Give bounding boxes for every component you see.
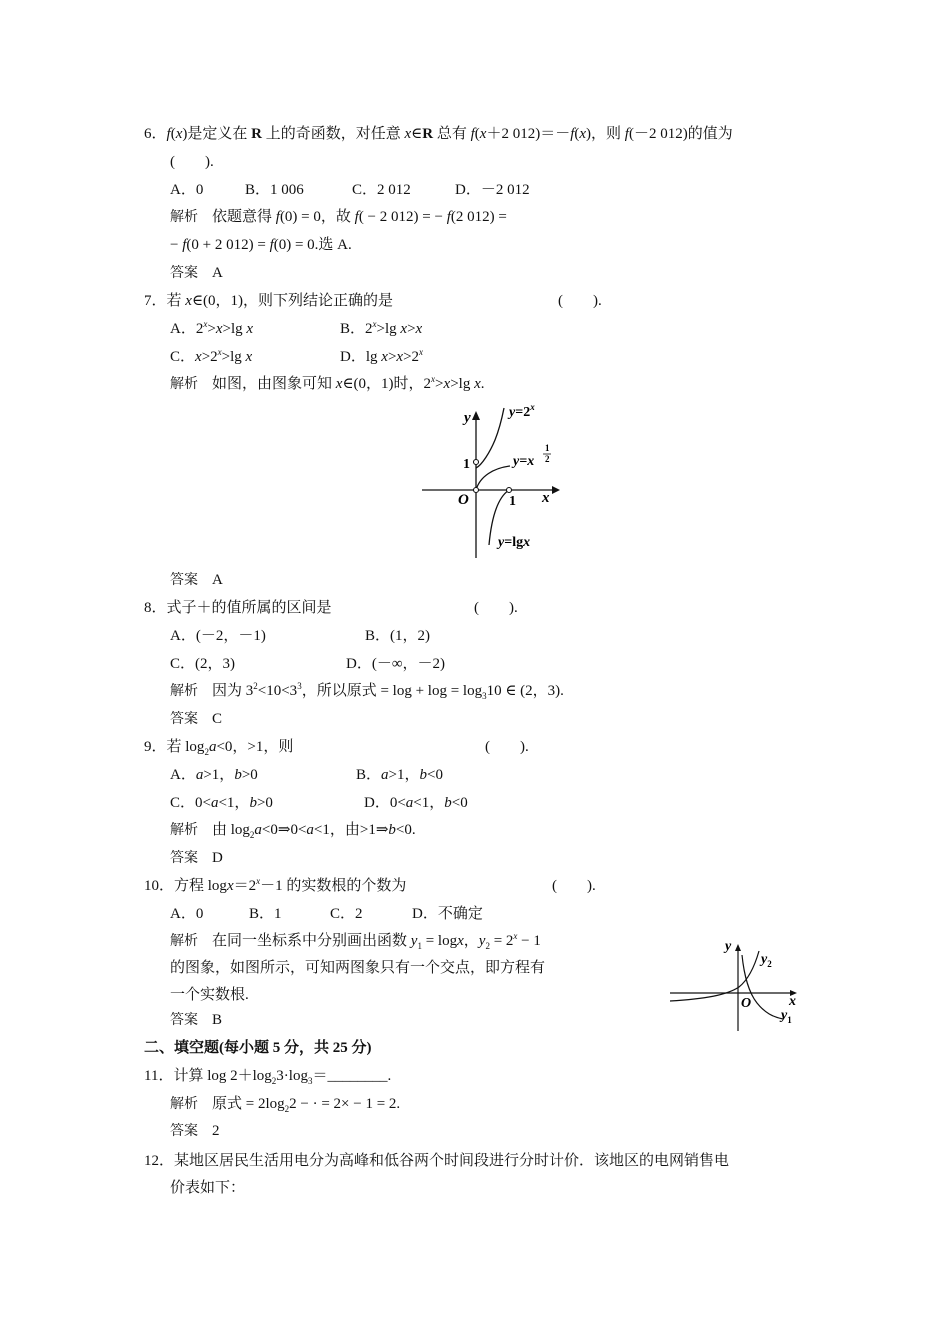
answer-label: 答案 <box>170 1012 198 1028</box>
q9-sol: <0. <box>395 822 416 838</box>
q8-text: 式子＋的值所属的区间是 <box>166 600 332 616</box>
q10-answer <box>170 1010 222 1030</box>
q10-option-c: C．2 <box>330 906 363 922</box>
q7-answer-value: A <box>212 572 223 588</box>
curve-label-y2: $y_2$ <box>761 952 772 969</box>
q8-solution <box>170 681 564 701</box>
fig-origin-label: O <box>458 492 469 508</box>
q9-opt: <1， <box>413 795 445 811</box>
q10-solution-line1 <box>170 931 541 951</box>
q7-graph-figure <box>410 400 570 565</box>
q6-text: (－2 012)的值为 <box>628 126 733 142</box>
q9-option-a <box>170 765 258 785</box>
q9-text: <0，>1，则 <box>216 739 294 755</box>
q10-paren: ( ). <box>552 878 596 894</box>
q9-opt: >1， <box>203 767 235 783</box>
q12-number: 12． <box>144 1153 175 1169</box>
fig-x-axis-label: x <box>542 490 550 506</box>
q7-sol: ∈(0，1)时，2 <box>342 376 432 392</box>
q6-text: )，则 <box>586 126 625 142</box>
q11-text: 3 <box>307 1076 313 1086</box>
q8-sol: 2 <box>253 681 258 691</box>
q10-graph-figure <box>665 935 815 1035</box>
q7-sol: >lg <box>450 376 475 392</box>
q7-opt: x <box>372 319 377 329</box>
q11-number: 11． <box>144 1068 174 1084</box>
q7-sol: . <box>480 376 485 392</box>
q6-sol: (0) = 0.选 A. <box>273 237 352 253</box>
point-1-0-marker <box>507 488 512 493</box>
q9-opt: B． <box>356 767 382 783</box>
q9-sol: <0⇒0< <box>261 822 307 838</box>
q9-opt: D．0< <box>364 795 406 811</box>
q8-sol: ，所以原式 = log + log = log <box>301 683 483 699</box>
q7-opt: x <box>203 319 208 329</box>
q9-opt: >0 <box>241 767 258 783</box>
q11-text: ＝________. <box>312 1068 392 1084</box>
q8-sol: <10<3 <box>257 683 298 699</box>
fig-x-one-label: 1 <box>509 494 516 509</box>
q7-sol: x <box>431 374 436 384</box>
solution-label: 解析 <box>170 376 198 392</box>
q9-opt: <0 <box>426 767 443 783</box>
curve-label-y1: $y_1$ <box>781 1008 792 1025</box>
q9-opt: a <box>210 795 219 811</box>
q8-option-a: A．(－2，－1) <box>170 628 266 644</box>
q7-option-d <box>340 347 423 367</box>
q7-sol: 如图，由图象可知 <box>212 376 336 392</box>
q7-opt: x <box>415 321 423 337</box>
q7-opt: >2 <box>201 349 218 365</box>
q9-sol: 2 <box>249 830 255 840</box>
point-0-1-marker <box>474 460 479 465</box>
q7-solution <box>170 374 485 394</box>
q7-text: ∈(0，1)，则下列结论正确的是 <box>191 293 394 309</box>
q6-sol: (0) = 0，故 <box>279 209 355 225</box>
curve-x-half <box>476 466 510 490</box>
q7-opt: x <box>419 347 424 357</box>
q10-answer-value: B <box>212 1012 223 1028</box>
q7-opt: x <box>195 349 202 365</box>
q12-line1 <box>144 1151 729 1171</box>
fig-x-axis-label: x <box>789 994 796 1009</box>
q7-option-b <box>340 319 422 339</box>
q6-text: ( <box>574 126 580 142</box>
q6-text: ( <box>170 126 176 142</box>
q6-solution-line1 <box>170 207 507 227</box>
q7-opt: C． <box>170 349 196 365</box>
q8-option-c: C．(2，3) <box>170 656 235 672</box>
q8-option-b: B．(1，2) <box>365 628 430 644</box>
q10-sol: ， <box>463 933 479 949</box>
q6-text: R <box>422 126 434 142</box>
q10-sol: y <box>478 933 486 949</box>
q7-opt: x <box>215 321 223 337</box>
q8-option-d: D．(－∞，－2) <box>346 656 446 672</box>
q6-text: 总有 <box>433 126 471 142</box>
q10-sol: 1 <box>417 941 422 951</box>
q11-text: 计算 log 2＋log <box>173 1068 272 1084</box>
q8-paren: ( ). <box>474 600 518 616</box>
section-heading: 二、填空题(每小题 5 分，共 25 分) <box>144 1040 372 1056</box>
q9-sol: a <box>306 822 314 838</box>
q9-option-d <box>364 793 468 813</box>
q11-text: 2 <box>271 1076 277 1086</box>
q7-answer <box>170 570 223 590</box>
solution-label: 解析 <box>170 209 198 225</box>
q8-answer <box>170 709 222 729</box>
q9-option-c <box>170 793 273 813</box>
q7-opt: B．2 <box>340 321 373 337</box>
q9-text: 若 log <box>166 739 205 755</box>
curve-label-lgx: y=lgx <box>498 535 531 550</box>
solution-label: 解析 <box>170 933 198 949</box>
q6-text: f <box>624 126 629 142</box>
q6-sol: − <box>170 237 183 253</box>
q6-solution-line2 <box>170 235 352 255</box>
answer-label: 答案 <box>170 265 198 281</box>
q7-number: 7． <box>144 293 167 309</box>
x-axis-arrow <box>552 486 560 494</box>
q11-answer-value: 2 <box>212 1123 220 1139</box>
q9-answer-value: D <box>212 850 223 866</box>
q9-answer <box>170 848 223 868</box>
q7-opt: > <box>207 321 216 337</box>
q7-sol: x <box>335 376 343 392</box>
q6-option-d: D．－2 012 <box>455 182 530 198</box>
q10-sol: − 1 <box>517 933 541 949</box>
q7-paren: ( ). <box>558 293 602 309</box>
q10-text: x <box>256 876 261 886</box>
q9-sol: b <box>388 822 396 838</box>
q9-opt: b <box>419 767 427 783</box>
q9-sol: a <box>254 822 262 838</box>
q7-text: x <box>185 293 192 309</box>
q6-option-a: A．0 <box>170 182 204 198</box>
q9-line1 <box>144 737 293 757</box>
q10-sol: = 2 <box>489 933 514 949</box>
q7-opt: x <box>400 321 408 337</box>
q8-answer-value: C <box>212 711 223 727</box>
q6-text: R <box>251 126 262 142</box>
curve-2-pow-x <box>476 408 504 468</box>
q11-sol: 2 − · = 2× − 1 = 2. <box>289 1096 401 1112</box>
q7-sol: x <box>443 376 451 392</box>
q6-option-b: B．1 006 <box>245 182 304 198</box>
q6-sol: f <box>182 237 187 253</box>
origin-marker <box>474 488 479 493</box>
q7-opt: x <box>246 321 254 337</box>
q11-line1 <box>144 1066 391 1086</box>
q10-text: x <box>226 878 234 894</box>
q6-text: f <box>470 126 475 142</box>
q7-opt: > <box>407 321 416 337</box>
q7-opt: x <box>245 349 253 365</box>
q9-opt: a <box>381 767 389 783</box>
answer-label: 答案 <box>170 711 198 727</box>
q7-opt: D．lg <box>340 349 382 365</box>
answer-label: 答案 <box>170 572 198 588</box>
q9-option-b <box>356 765 443 785</box>
q10-sol: 2 <box>485 941 490 951</box>
q10-solution-line3: 一个实数根. <box>170 987 249 1003</box>
q6-text: ＋2 012)＝－ <box>486 126 571 142</box>
q9-sol: 由 log <box>212 822 250 838</box>
q9-opt: a <box>195 767 204 783</box>
q9-solution <box>170 820 416 840</box>
q10-text: ＝2 <box>233 878 257 894</box>
q6-sol: (0 + 2 012) = <box>186 237 270 253</box>
q6-answer-value: A <box>212 265 223 281</box>
q10-text: 方程 log <box>174 878 227 894</box>
q8-sol: 3 <box>297 681 302 691</box>
q6-text: x <box>579 126 587 142</box>
q6-number: 6． <box>144 126 167 142</box>
q7-opt: x <box>396 349 404 365</box>
q6-option-c: C．2 012 <box>352 182 411 198</box>
q8-number: 8． <box>144 600 167 616</box>
q8-sol: 3 <box>482 691 487 701</box>
q6-text: x <box>175 126 183 142</box>
q6-line1 <box>144 124 733 144</box>
exponent-numerator: 1 <box>545 443 550 453</box>
q6-sol: 依题意得 <box>212 209 276 225</box>
q11-solution <box>170 1094 400 1114</box>
q7-opt: x <box>217 347 222 357</box>
q12-text: 某地区居民生活用电分为高峰和低谷两个时间段进行分时计价．该地区的电网销售电 <box>174 1153 730 1169</box>
q9-sol: <1，由>1⇒ <box>313 822 389 838</box>
answer-label: 答案 <box>170 1123 198 1139</box>
q11-answer <box>170 1121 220 1141</box>
q9-opt: <1， <box>218 795 250 811</box>
q10-solution-line2: 的图象，如图所示，可知两图象只有一个交点，即方程有 <box>170 960 546 976</box>
q6-sol: (2 012) = <box>450 209 507 225</box>
y-axis-arrow <box>472 411 480 420</box>
fig-y-axis-label: y <box>464 410 471 426</box>
q6-text: x <box>404 126 412 142</box>
q6-sol: ( − 2 012) = − <box>358 209 447 225</box>
q7-sol: x <box>474 376 481 392</box>
q7-opt: >lg <box>222 321 247 337</box>
q9-number: 9． <box>144 739 167 755</box>
q7-opt: x <box>381 349 388 365</box>
curve-label-2x: $y=2^x$ <box>509 402 535 420</box>
q6-sol: f <box>275 209 280 225</box>
q6-text: 上的奇函数，对任意 <box>261 126 405 142</box>
q6-text: f <box>166 126 171 142</box>
answer-label: 答案 <box>170 850 198 866</box>
solution-label: 解析 <box>170 822 198 838</box>
solution-label: 解析 <box>170 1096 198 1112</box>
fig-y-axis-label: y <box>725 939 732 954</box>
q7-sol: > <box>435 376 444 392</box>
q9-opt: b <box>234 767 242 783</box>
q9-opt: C．0< <box>170 795 211 811</box>
q10-option-b: B．1 <box>249 906 282 922</box>
q9-paren: ( ). <box>485 739 529 755</box>
q10-option-d: D．不确定 <box>412 906 483 922</box>
q9-opt: A． <box>170 767 196 783</box>
fig-origin-label: O <box>741 996 752 1011</box>
q6-text: ( <box>474 126 480 142</box>
q7-line1 <box>144 291 393 311</box>
q7-option-c <box>170 347 252 367</box>
q9-opt: b <box>444 795 452 811</box>
q6-text: x <box>479 126 487 142</box>
q6-sol: f <box>354 209 359 225</box>
q7-opt: >2 <box>403 349 420 365</box>
q9-opt: a <box>405 795 414 811</box>
q6-text: f <box>570 126 575 142</box>
q10-option-a: A．0 <box>170 906 204 922</box>
q6-answer <box>170 263 223 283</box>
q10-text: －1 的实数根的个数为 <box>260 878 407 894</box>
q10-line1 <box>144 876 406 896</box>
q9-text: a <box>208 739 217 755</box>
q9-opt: >0 <box>256 795 273 811</box>
q9-opt: <0 <box>451 795 468 811</box>
q7-opt: >lg <box>376 321 401 337</box>
q9-opt: >1， <box>388 767 420 783</box>
q10-sol: x <box>457 933 464 949</box>
q6-paren: ( ). <box>170 154 214 170</box>
q7-opt: >lg <box>221 349 246 365</box>
exponent-denominator: 2 <box>545 454 550 464</box>
q10-sol: 在同一坐标系中分别画出函数 <box>212 933 411 949</box>
curve-label-x-half: y=x <box>513 454 535 469</box>
q11-text: 3·log <box>276 1068 308 1084</box>
q10-sol: x <box>513 931 518 941</box>
q8-line1 <box>144 598 332 618</box>
q10-sol: = log <box>421 933 458 949</box>
q8-sol: 10 ∈ (2，3). <box>486 683 564 699</box>
q7-opt: A．2 <box>170 321 204 337</box>
q12-line2: 价表如下： <box>170 1180 246 1196</box>
q10-sol: y <box>410 933 418 949</box>
q10-number: 10． <box>144 878 175 894</box>
q6-text: ∈ <box>411 126 423 142</box>
q7-opt: > <box>387 349 397 365</box>
q11-sol: 2 <box>284 1104 290 1114</box>
q11-sol: 原式 = 2log <box>212 1096 285 1112</box>
q8-sol: 因为 3 <box>212 683 254 699</box>
q6-sol: f <box>446 209 451 225</box>
q6-sol: f <box>269 237 274 253</box>
solution-label: 解析 <box>170 683 198 699</box>
q9-opt: b <box>249 795 257 811</box>
q7-option-a <box>170 319 253 339</box>
fig-y-one-label: 1 <box>463 457 470 472</box>
y-axis-arrow <box>735 944 741 951</box>
q7-text: 若 <box>166 293 186 309</box>
q6-text: )是定义在 <box>182 126 252 142</box>
q9-text: 2 <box>204 747 209 757</box>
